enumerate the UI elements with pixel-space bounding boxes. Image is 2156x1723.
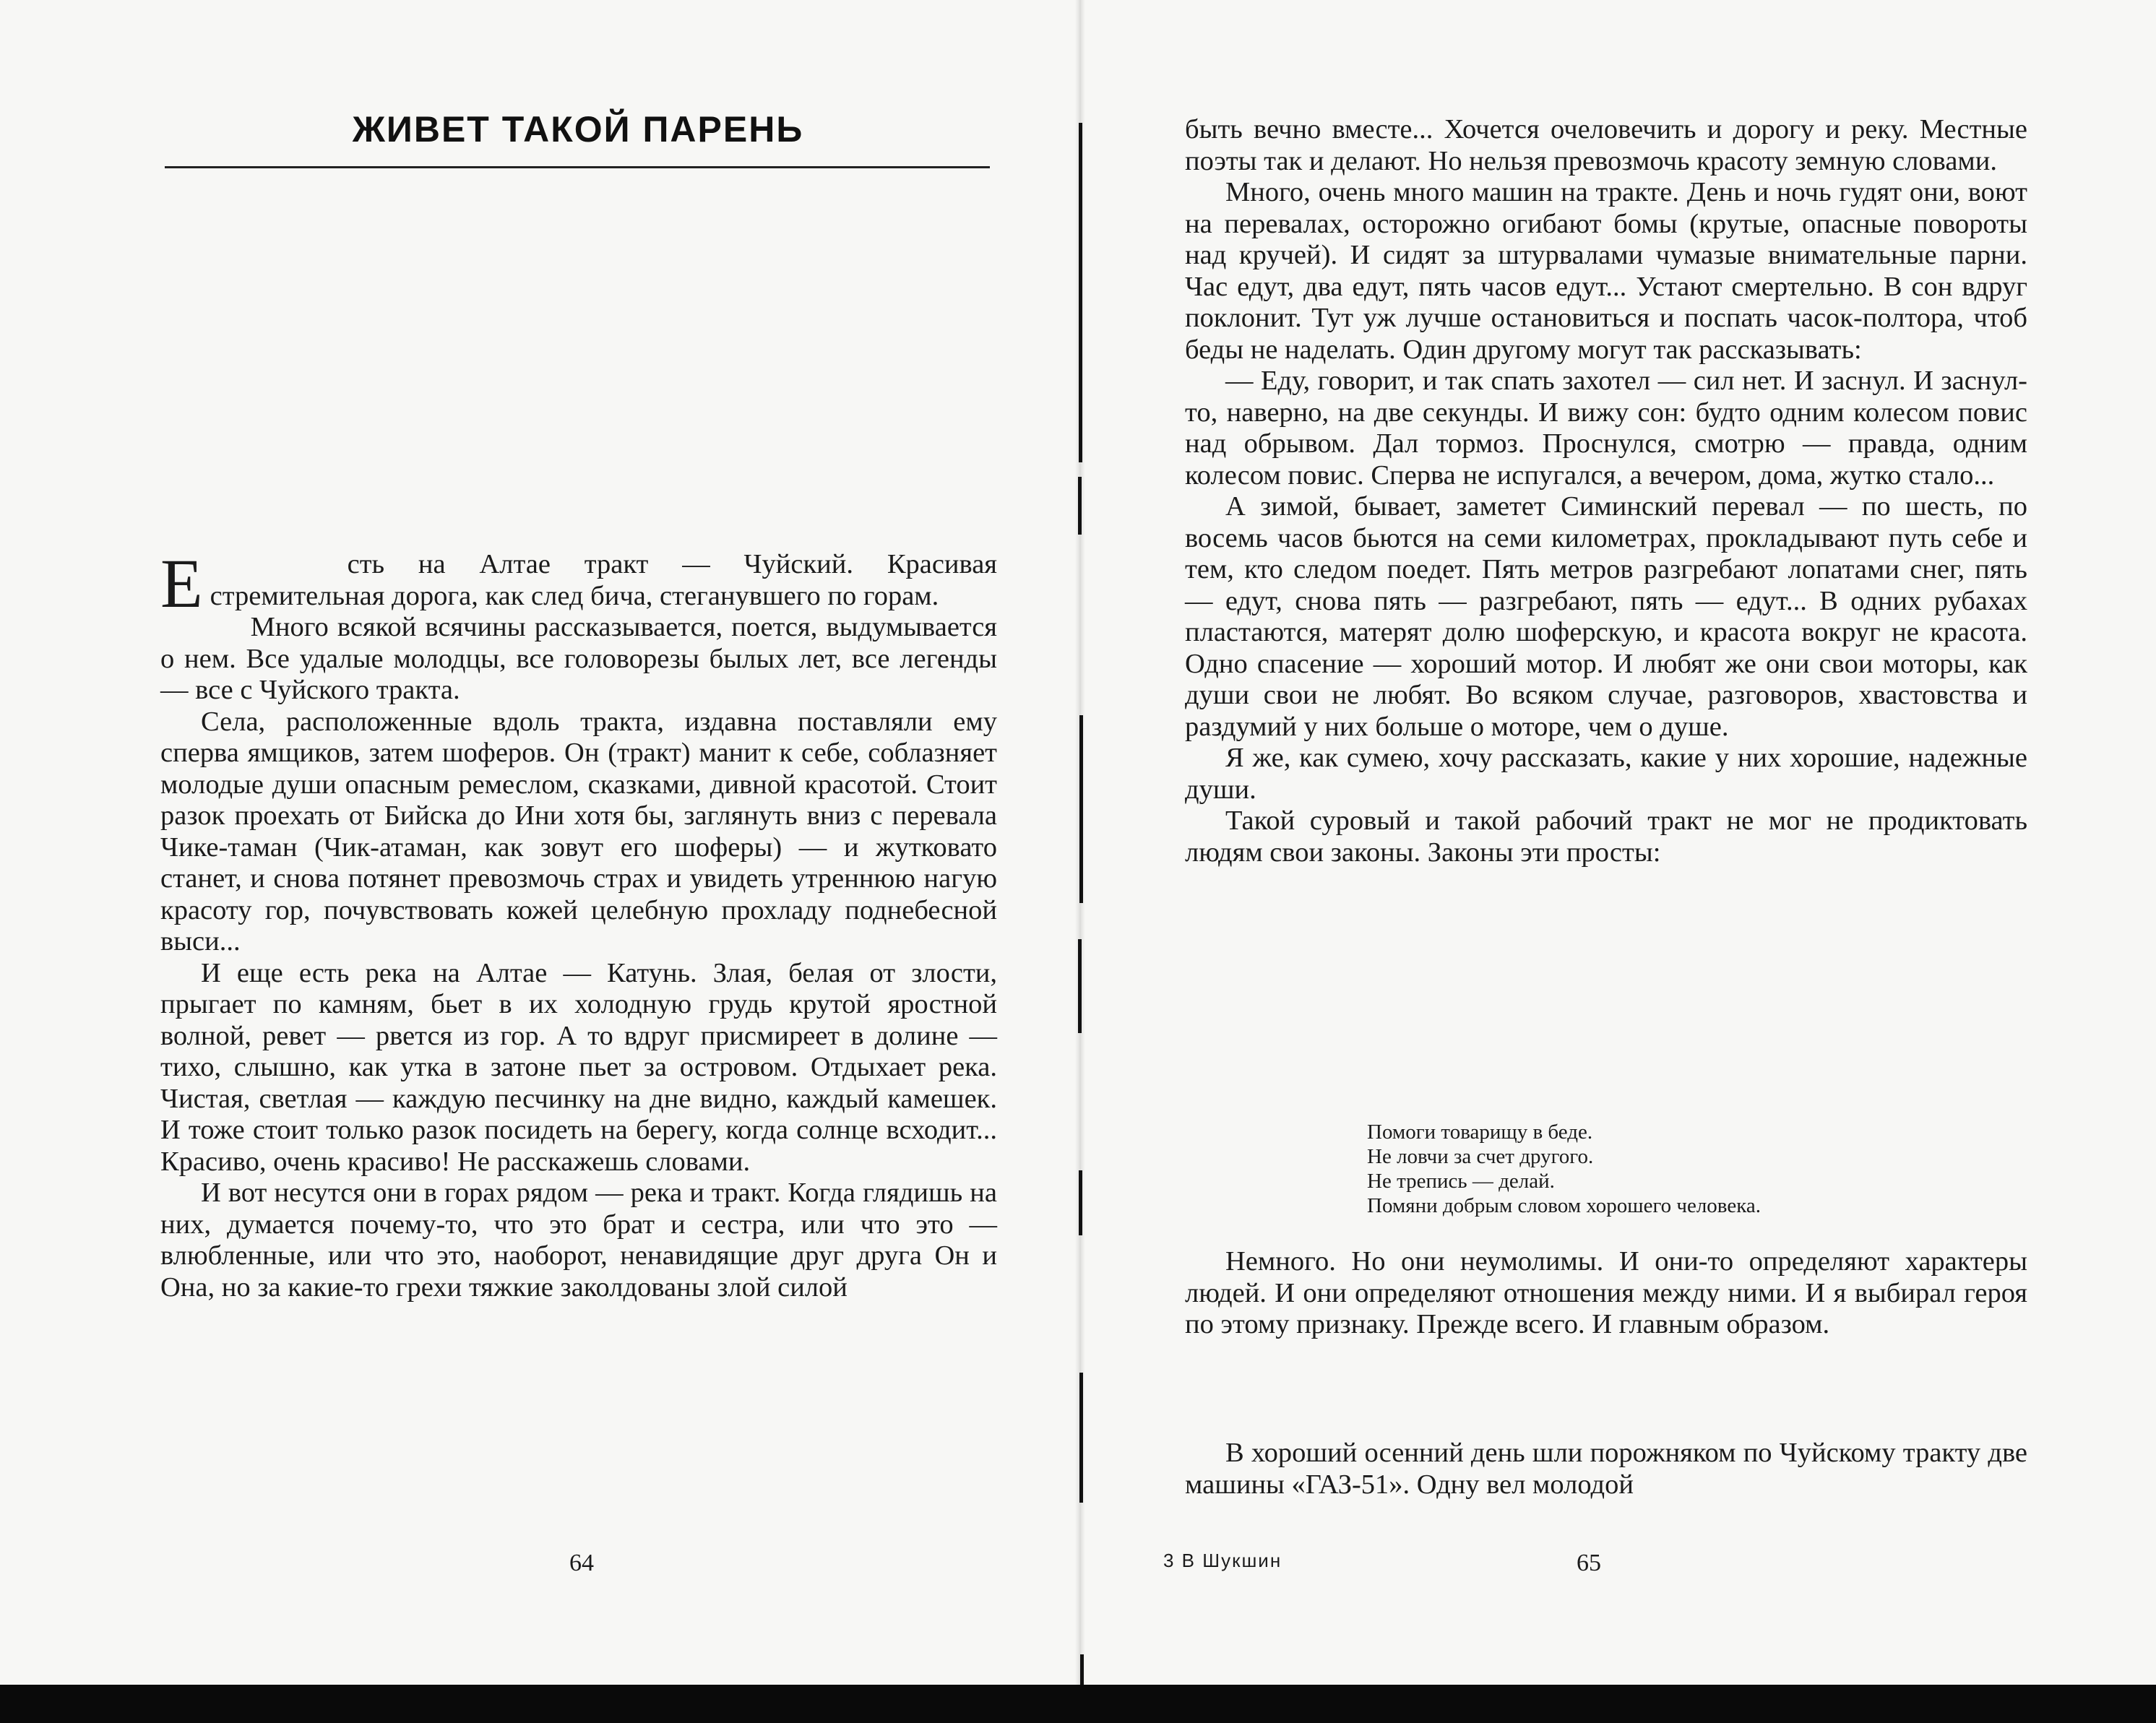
closing-text: [1185, 1438, 2027, 1500]
left-page: [0, 0, 1077, 1683]
after-poem-text: [1185, 1246, 2027, 1341]
page-number-left: 64: [569, 1550, 594, 1576]
paragraph: Е сть на Алтае тракт — Чуйский. Красивая стремительная дорога, как след бича, стеганувшего по горам.: [160, 545, 997, 622]
paragraph: быть вечно вместе... Хочется очеловечить и дорогу и реку. Местные поэты так и делают. Но нельзя превозмочь красоту земную словами.: [1185, 114, 2027, 176]
poem-line: Не ловчи за счет другого.: [1367, 1145, 1594, 1168]
paragraph: Много всякой всячины рассказывается, поется, выдумывается о нем. Все удалые молодцы, все головорезы былых лет, все легенды — все с Чуйского тракта.: [160, 612, 997, 705]
paragraph: — Еду, говорит, и так спать захотел — сил нет. И заснул. И заснул-то, наверно, на две секунды. И вижу сон: будто одним колесом повис над обрывом. Дал тормоз. Проснулся, смотрю — правда, одним колесом повис. Сперва не испугался, а вечером, дома, жутко стало...: [1185, 366, 2027, 491]
paragraph: Села, расположенные вдоль тракта, издавна поставляли ему сперва ямщиков, затем шоферов. Он (тракт) манит к себе, соблазняет молодые души опасным ремеслом, сказками, дивной красотой. Стоит разок проехать от Бийска до Ини хотя бы, заглянуть вниз с перевала Чике-таман (Чик-атаман, как зовут его шоферы) — и жутковато станет, и снова потянет превозмочь страх и увидеть утреннюю нагую красоту гор, почувствовать кожей целебную прохладу поднебесной выси...: [160, 706, 997, 956]
scan-bottom-edge: [0, 1685, 2156, 1723]
poem-line: Помоги товарищу в беде.: [1367, 1120, 1593, 1144]
right-page-text: [1185, 114, 2027, 868]
printer-signature: 3 В Шукшин: [1163, 1550, 1282, 1571]
paragraph: Я же, как сумею, хочу рассказать, какие у них хорошие, надежные души.: [1185, 743, 2027, 805]
paragraph: Много, очень много машин на тракте. День и ночь гудят они, воют на перевалах, осторожно огибают бомы (крутые, опасные повороты над кручей). И сидят за штурвалами чумазые внимательные парни. Час едут, два едут, пять часов едут... Устают смертельно. В сон вдруг поклонит. Тут уж лучше остановиться и поспать часок-полтора, чтоб беды не наделать. Один другому могут так рассказывать:: [1185, 177, 2027, 365]
laws-poem: [1367, 1120, 1761, 1218]
chapter-title: ЖИВЕТ ТАКОЙ ПАРЕНЬ: [352, 109, 804, 150]
paragraph: В хороший осенний день шли порожняком по Чуйскому тракту две машины «ГАЗ-51». Одну вел молодой: [1185, 1438, 2027, 1500]
paragraph: Такой суровый и такой рабочий тракт не мог не продиктовать людям свои законы. Законы эти просты:: [1185, 806, 2027, 868]
poem-line: Помяни добрым словом хорошего человека.: [1367, 1194, 1761, 1217]
paragraph: И еще есть река на Алтае — Катунь. Злая, белая от злости, прыгает по камням, бьет в их холодную грудь крутой яростной волной, ревет — рвется из гор. А то вдруг присмиреет в долине — тихо, слышно, как утка в затоне пьет за островом. Отдыхает река. Чистая, светлая — каждую песчинку на дне видно, каждый камешек. И тоже стоит только разок посидеть на берегу, когда солнце всходит... Красиво, очень красиво! Не расскажешь словами.: [160, 957, 997, 1177]
paragraph: Немного. Но они неумолимы. И они-то определяют характеры людей. И они определяют отношения между ними. И я выбирал героя по этому признаку. Прежде всего. И главным образом.: [1185, 1246, 2027, 1339]
title-rule: [165, 166, 990, 168]
poem-line: Не трепись — делай.: [1367, 1170, 1555, 1193]
drop-cap: Е: [160, 545, 203, 622]
paragraph: А зимой, бывает, заметет Симинский перевал — по шесть, по восемь часов бьются на семи километрах, прокладывают путь себе и тем, кто следом поедет. Пять метров разгребают лопатами снег, пять — едут, снова пять — разгребают, пять — едут... В одних рубахах пластаются, матерят долю шоферскую, и красота вокруг не красота. Одно спасение — хороший мотор. И любят же они свои моторы, как души свои не любят. Во всяком случае, разговоров, хвастовства и раздумий у них больше о моторе, чем о душе.: [1185, 491, 2027, 742]
right-page: [1084, 0, 2156, 1683]
page-number-right: 65: [1577, 1550, 1601, 1576]
left-page-text: [160, 545, 997, 1303]
paragraph: И вот несутся они в горах рядом — река и тракт. Когда глядишь на них, думается почему-то, что это брат и сестра, или что это — влюбленные, или что это, наоборот, ненавидящие друг друга Он и Она, но за какие-то грехи тяжкие заколдованы злой силой: [160, 1178, 997, 1303]
